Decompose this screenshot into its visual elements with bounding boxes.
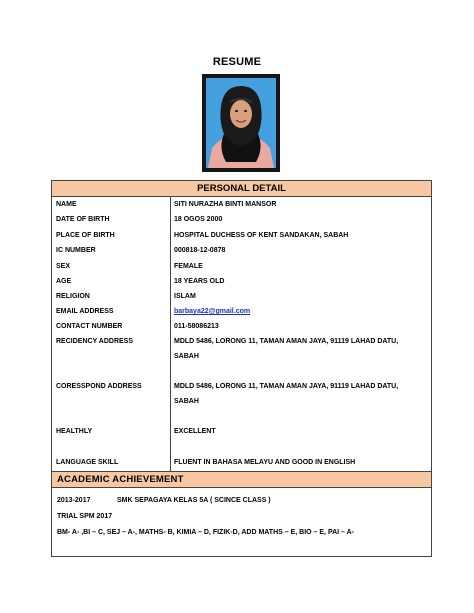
- academic-results: BM- A- ,BI – C, SEJ – A-, MATHS- B, KIMIA – D, FIZIK-D, ADD MATHS – E, BIO – E, PAI – A-: [57, 529, 354, 536]
- field-label-ic-number: IC NUMBER: [56, 247, 96, 254]
- field-label-date-of-birth: DATE OF BIRTH: [56, 216, 110, 223]
- field-value-correspond-address-line2: SABAH: [174, 398, 199, 405]
- profile-photo-frame: [202, 74, 280, 172]
- field-value-correspond-address-line1: MDLD 5486, LORONG 11, TAMAN AMAN JAYA, 91119 LAHAD DATU,: [174, 383, 399, 390]
- field-value-contact-number: 011-58086213: [174, 323, 219, 330]
- field-label-correspond-address: CORESSPOND ADDRESS: [56, 383, 142, 390]
- academic-trial: TRIAL SPM 2017: [57, 513, 113, 520]
- field-label-residency-address: RECIDENCY ADDRESS: [56, 338, 134, 345]
- email-link[interactable]: barbaya22@gmail.com: [174, 308, 251, 315]
- field-label-age: AGE: [56, 278, 72, 285]
- academic-school: SMK SEPAGAYA KELAS 5A ( SCINCE CLASS ): [117, 497, 271, 504]
- field-value-residency-address-line1: MDLD 5486, LORONG 11, TAMAN AMAN JAYA, 91119 LAHAD DATU,: [174, 338, 399, 345]
- academic-years: 2013-2017: [57, 497, 91, 504]
- personal-detail-heading: PERSONAL DETAIL: [51, 180, 432, 197]
- field-label-religion: RELIGION: [56, 293, 90, 300]
- field-value-language-skill: FLUENT IN BAHASA MELAYU AND GOOD IN ENGLISH: [174, 459, 356, 466]
- field-value-residency-address-line2: SABAH: [174, 353, 199, 360]
- field-label-place-of-birth: PLACE OF BIRTH: [56, 232, 115, 239]
- field-value-age: 18 YEARS OLD: [174, 278, 225, 285]
- field-label-email: EMAIL ADDRESS: [56, 308, 114, 315]
- resume-title: RESUME: [212, 56, 262, 68]
- field-value-health: EXCELLENT: [174, 428, 216, 435]
- academic-entry: [57, 496, 271, 505]
- profile-photo: [206, 78, 276, 168]
- personal-detail-table: [51, 196, 432, 471]
- field-label-sex: SEX: [56, 263, 71, 270]
- academic-achievement-heading: ACADEMIC ACHIEVEMENT: [51, 471, 432, 488]
- field-value-name: SITI NURAZHA BINTI MANSOR: [174, 201, 277, 208]
- field-label-contact-number: CONTACT NUMBER: [56, 323, 123, 330]
- field-label-language-skill: LANGUAGE SKILL: [56, 459, 119, 466]
- field-value-sex: FEMALE: [174, 263, 203, 270]
- field-label-health: HEALTHLY: [56, 428, 93, 435]
- academic-achievement-box: [51, 487, 432, 557]
- field-value-date-of-birth: 18 OGOS 2000: [174, 216, 223, 223]
- field-label-name: NAME: [56, 201, 77, 208]
- field-value-ic-number: 000818-12-0878: [174, 247, 226, 254]
- field-value-religion: ISLAM: [174, 293, 196, 300]
- field-value-place-of-birth: HOSPITAL DUCHESS OF KENT SANDAKAN, SABAH: [174, 232, 349, 239]
- column-divider: [170, 196, 171, 471]
